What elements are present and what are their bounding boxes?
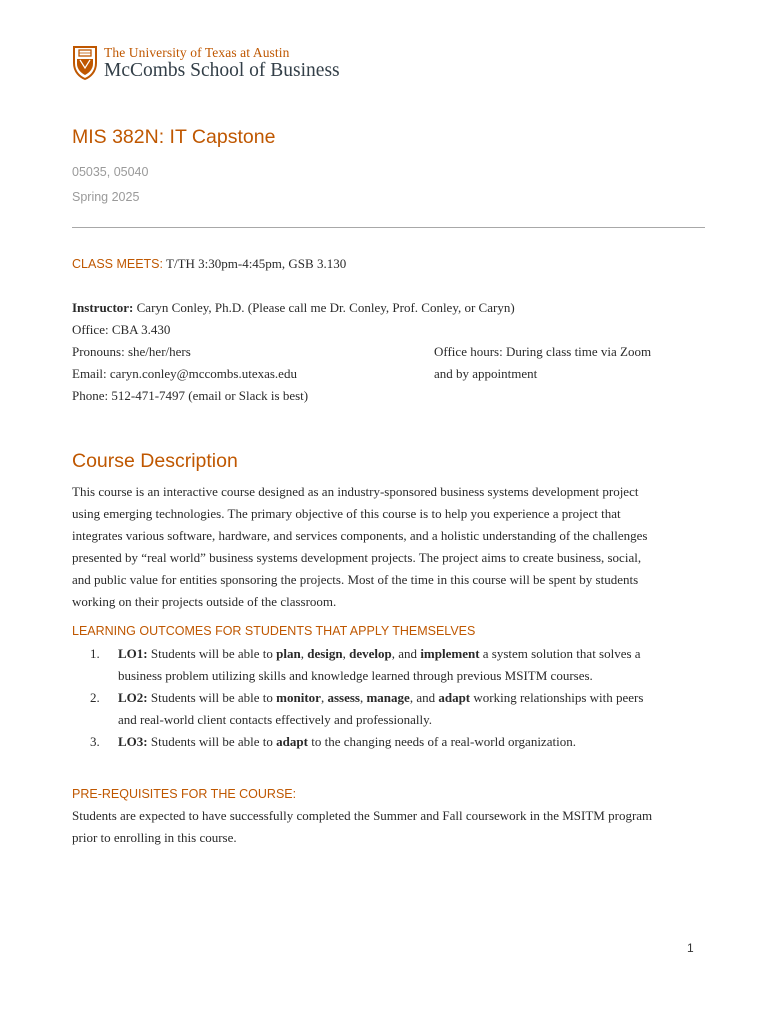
instructor-office: Office: CBA 3.430: [72, 322, 171, 337]
office-hours-line-1: Office hours: During class time via Zoom: [434, 344, 652, 359]
course-description-text: [72, 481, 712, 613]
class-meets-label: CLASS MEETS:: [72, 257, 163, 271]
office-hours-line-2: and by appointment: [434, 366, 538, 381]
outcome-keyword: develop: [349, 646, 392, 661]
outcome-text: to the changing needs of a real-world organization.: [307, 734, 576, 749]
school-name: McCombs School of Business: [104, 60, 340, 81]
class-meets: [72, 253, 346, 275]
outcome-text: Students will be able to: [147, 734, 277, 749]
instructor-name: Caryn Conley, Ph.D. (Please call me Dr. Conley, Prof. Conley, or Caryn): [136, 300, 515, 315]
page-number: 1: [687, 941, 694, 955]
description-line: presented by “real world” business systems development projects. The project aims to create business, social,: [72, 550, 642, 565]
outcome-keyword: implement: [420, 646, 480, 661]
outcome-keyword: design: [307, 646, 343, 661]
description-line: working on their projects outside of the classroom.: [72, 594, 337, 609]
outcome-text: working relationships with peers: [470, 690, 644, 705]
class-meets-value: T/TH 3:30pm-4:45pm, GSB 3.130: [166, 256, 347, 271]
prerequisites-heading: PRE-REQUISITES FOR THE COURSE:: [72, 787, 297, 801]
outcome-text: a system solution that solves a: [479, 646, 641, 661]
ut-shield-icon: [72, 45, 98, 81]
outcome-text: ,: [320, 690, 328, 705]
course-description-heading: Course Description: [72, 450, 238, 472]
outcome-text: ,: [342, 646, 350, 661]
outcome-text: , and: [391, 646, 421, 661]
list-number: 1.: [90, 646, 100, 661]
outcome-text: , and: [409, 690, 439, 705]
outcome-text: business problem utilizing skills and knowledge learned through previous MSITM courses.: [118, 668, 593, 683]
instructor-pronouns: Pronouns: she/her/hers: [72, 344, 191, 359]
list-number: 3.: [90, 734, 100, 749]
ut-mccombs-logo: [72, 45, 340, 82]
outcome-keyword: adapt: [276, 734, 308, 749]
prerequisites-line: prior to enrolling in this course.: [72, 830, 237, 845]
outcome-label: LO3:: [118, 734, 148, 749]
description-line: integrates various software, hardware, and services components, and a holistic understanding of the challenges: [72, 528, 648, 543]
outcome-label: LO2:: [118, 690, 148, 705]
instructor-line: [72, 297, 515, 319]
outcome-text: and real-world client contacts effectively and professionally.: [118, 712, 433, 727]
learning-outcomes-heading: LEARNING OUTCOMES FOR STUDENTS THAT APPLY THEMSELVES: [72, 624, 476, 638]
description-line: This course is an interactive course designed as an industry-sponsored business systems development project: [72, 484, 639, 499]
description-line: and public value for entities sponsoring the projects. Most of the time in this course will be spent by students: [72, 572, 639, 587]
description-line: using emerging technologies. The primary objective of this course is to help you experience a project that: [72, 506, 621, 521]
outcome-label: LO1:: [118, 646, 148, 661]
list-item: [72, 643, 712, 687]
course-term: Spring 2025: [72, 190, 140, 204]
outcome-text: Students will be able to: [147, 646, 277, 661]
learning-outcomes-list: [72, 643, 712, 753]
outcome-keyword: monitor: [276, 690, 321, 705]
university-name: The University of Texas at Austin: [104, 45, 290, 60]
course-sections: 05035, 05040: [72, 165, 149, 179]
outcome-text: Students will be able to: [147, 690, 277, 705]
outcome-keyword: manage: [366, 690, 410, 705]
prerequisites-line: Students are expected to have successfully completed the Summer and Fall coursework in the MSITM program: [72, 808, 653, 823]
instructor-phone: Phone: 512-471-7497 (email or Slack is best): [72, 388, 309, 403]
prerequisites-text: [72, 805, 712, 849]
instructor-label: Instructor:: [72, 300, 134, 315]
list-item: [72, 687, 712, 731]
instructor-email[interactable]: Email: caryn.conley@mccombs.utexas.edu: [72, 366, 297, 381]
outcome-keyword: adapt: [438, 690, 471, 705]
outcome-text: ,: [359, 690, 367, 705]
header-divider: [72, 227, 705, 228]
outcome-keyword: assess: [327, 690, 360, 705]
outcome-text: ,: [300, 646, 308, 661]
course-title: MIS 382N: IT Capstone: [72, 126, 276, 148]
outcome-keyword: plan: [276, 646, 301, 661]
list-number: 2.: [90, 690, 100, 705]
list-item: [72, 731, 712, 753]
